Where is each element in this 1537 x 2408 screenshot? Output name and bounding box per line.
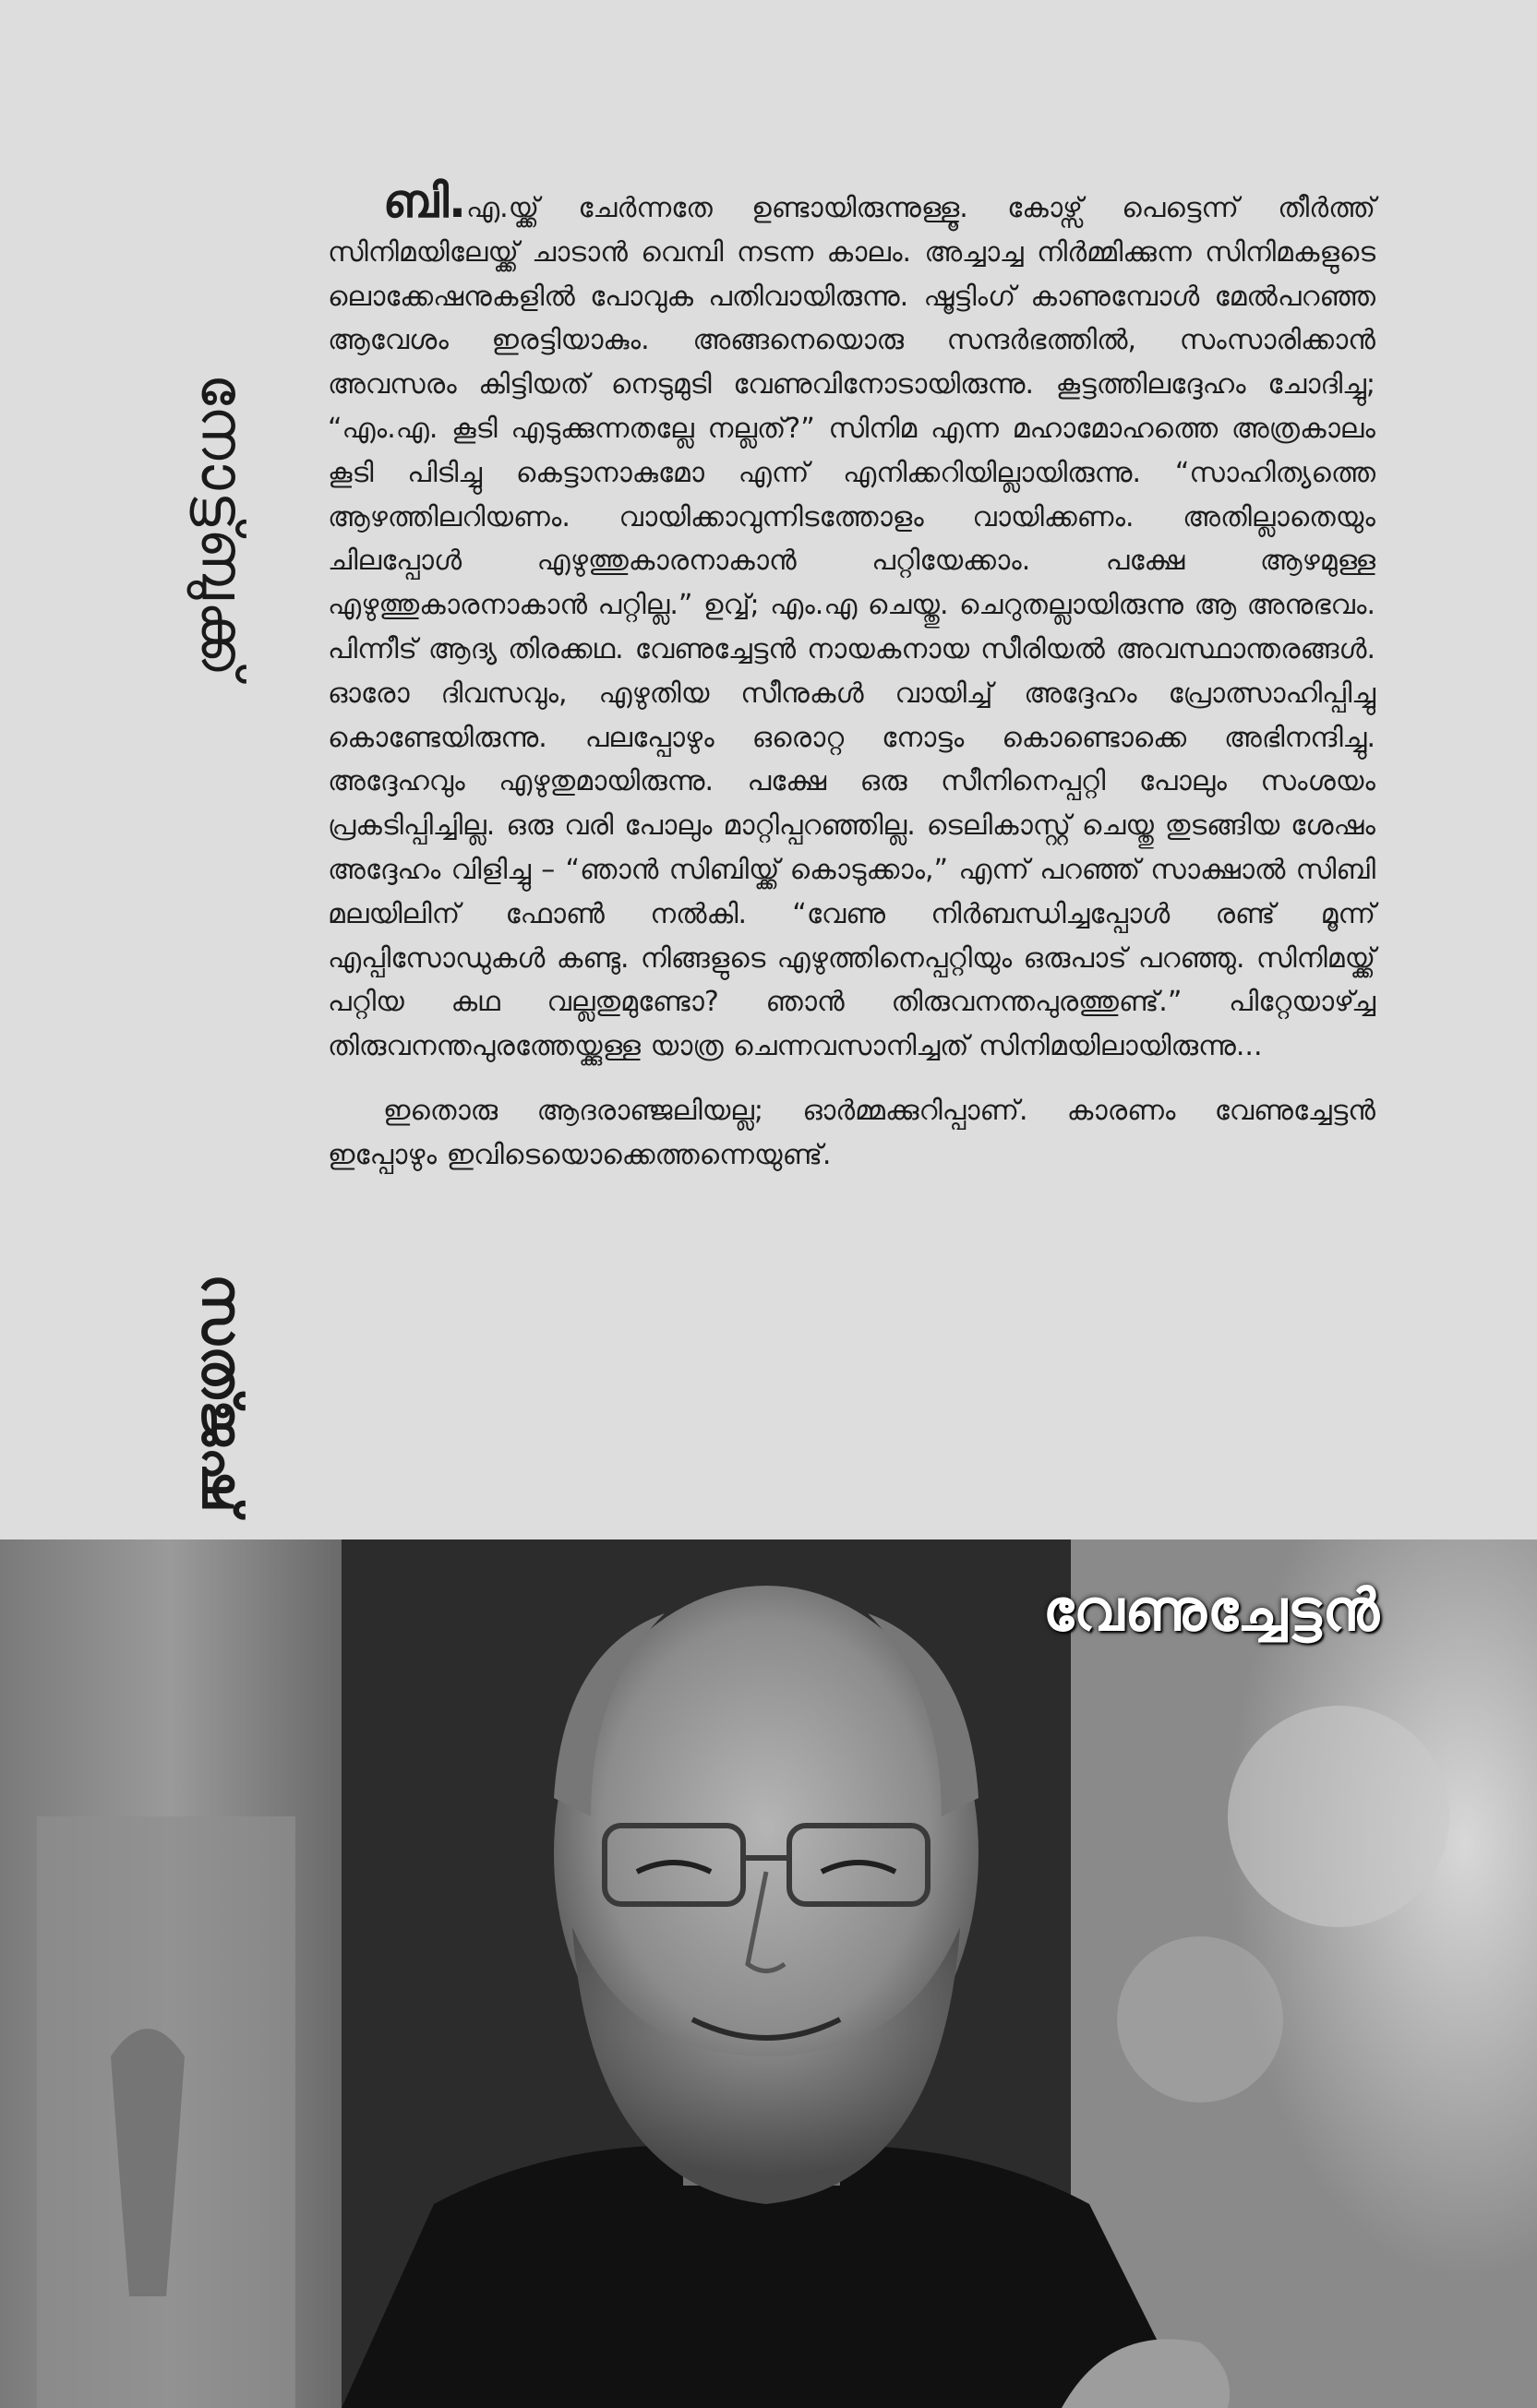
author-name: സത്ജഷ് (189, 1274, 254, 1514)
portrait-illustration (0, 1539, 1537, 2408)
photo-caption: വേണുച്ചേട്ടൻ (1042, 1576, 1380, 1644)
column-title-vertical (166, 305, 277, 748)
author-name-vertical (166, 1274, 277, 1514)
column-title: നോട്ട്ബുക്ക് (187, 373, 256, 679)
article-paragraph-1 (328, 174, 1375, 1069)
paragraph-1-text: എ.യ്ക്ക് ചേർന്നതേ ഉണ്ടായിരുന്നുള്ളൂ. കോഴ്സ് പെട്ടെന്ന് തീർത്ത് സിനിമയിലേയ്ക്ക് ചാടാൻ വെമ്പി നടന്ന കാലം. അച്ചാച്ച നിർമ്മിക്കുന്ന സിനിമകളുടെ ലൊക്കേഷനുകളിൽ പോവുക പതിവായിരുന്നു. ഷൂട്ടിംഗ് കാണുമ്പോൾ മേൽപറഞ്ഞ ആവേശം ഇരട്ടിയാകും. അങ്ങനെയൊരു സന്ദർഭത്തിൽ, സംസാരിക്കാൻ അവസരം കിട്ടിയത് നെടുമുടി വേണുവിനോടായിരുന്നു. കൂട്ടത്തിലദ്ദേഹം ചോദിച്ചു; “എം.എ. കൂടി എടുക്കുന്നതല്ലേ നല്ലത്?” സിനിമ എന്ന മഹാമോഹത്തെ അത്രകാലം കൂടി പിടിച്ചു കെട്ടാനാകുമോ എന്ന് എനിക്കറിയില്ലായിരുന്നു. “സാഹിത്യത്തെ ആഴത്തിലറിയണം. വായിക്കാവുന്നിടത്തോളം വായിക്കണം. അതില്ലാതെയും ചിലപ്പോൾ എഴുത്തുകാരനാകാൻ പറ്റിയേക്കാം. പക്ഷേ ആഴമുള്ള എഴുത്തുകാരനാകാൻ പറ്റില്ല.” ഉവ്വ്; എം.എ ചെയ്തു. ചെറുതല്ലായിരുന്നു ആ അനുഭവം. പിന്നീട് ആദ്യ തിരക്കഥ. വേണുച്ചേട്ടൻ നായകനായ സീരിയൽ അവസ്ഥാന്തരങ്ങൾ. ഓരോ ദിവസവും, എഴുതിയ സീനുകൾ വായിച്ച് അദ്ദേഹം പ്രോത്സാഹിപ്പിച്ചു കൊണ്ടേയിരുന്നു. പലപ്പോഴും ഒരൊറ്റ നോട്ടം കൊണ്ടൊക്കെ അഭിനന്ദിച്ചു. അദ്ദേഹവും എഴുതുമായിരുന്നു. പക്ഷേ ഒരു സീനിനെപ്പറ്റി പോലും സംശയം പ്രകടിപ്പിച്ചില്ല. ഒരു വരി പോലും മാറ്റിപ്പറഞ്ഞില്ല. ടെലികാസ്റ്റ് ചെയ്തു തുടങ്ങിയ ശേഷം അദ്ദേഹം വിളിച്ചു – “ഞാൻ സിബിയ്ക്ക് കൊടുക്കാം,” എന്ന് പറഞ്ഞ് സാക്ഷാൽ സിബി മലയിലിന് ഫോൺ നൽകി. “വേണു നിർബന്ധിച്ചപ്പോൾ രണ്ട് മൂന്ന് എപ്പിസോഡുകൾ കണ്ടു. നിങ്ങളുടെ എഴുത്തിനെപ്പറ്റിയും ഒരുപാട് പറഞ്ഞു. സിനിമയ്ക്ക് പറ്റിയ കഥ വല്ലതുമുണ്ടോ? ഞാൻ തിരുവനന്തപുരത്തുണ്ട്.” പിറ്റേയാഴ്ച്ച തിരുവനന്തപുരത്തേയ്ക്കുള്ള യാത്ര ചെന്നവസാനിച്ചത് സിനിമയിലായിരുന്നു... (328, 192, 1375, 1063)
article-paragraph-2: ഇതൊരു ആദരാഞ്ജലിയല്ല; ഓർമ്മക്കുറിപ്പാണ്. കാരണം വേണുച്ചേട്ടൻ ഇപ്പോഴും ഇവിടെയൊക്കെത്തന്നെയുണ്ട്. (328, 1094, 1375, 1171)
portrait-photo (0, 1539, 1537, 2408)
drop-cap: ബി. (383, 174, 466, 228)
article-body (328, 174, 1375, 1178)
